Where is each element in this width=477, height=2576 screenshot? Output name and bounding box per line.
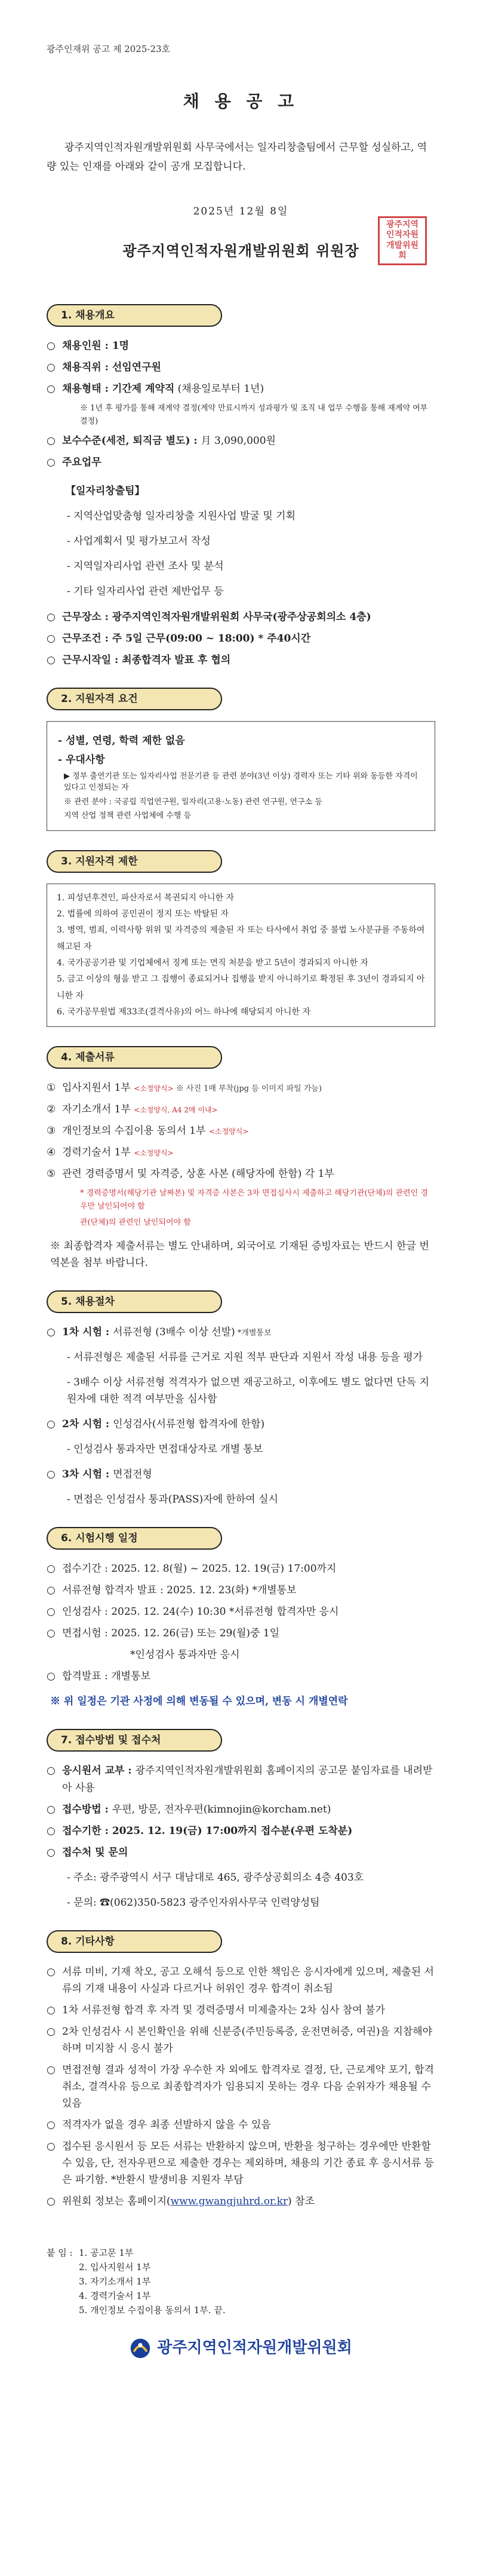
attachments bbox=[47, 2246, 435, 2317]
s1-item-type: ○ 채용형태 : 기간제 계약직 (채용일로부터 1년) bbox=[47, 381, 435, 397]
org-logo-icon bbox=[130, 2338, 151, 2359]
circle-bullet-icon: ○ bbox=[47, 1846, 56, 1859]
s1-item-duties: ○ 주요업무 bbox=[47, 454, 435, 471]
footer-org-name: 광주지역인적자원개발위원회 bbox=[157, 2339, 352, 2357]
attachment-item: 1. 공고문 1부 bbox=[79, 2247, 134, 2259]
s8-note-item: ○ 2차 인성검사 시 본인확인을 위해 신분증(주민등록증, 운전면허증, 여권)을 지참해야 하며 미지참 시 응시 불가 bbox=[47, 2023, 435, 2057]
s1-item-pay: ○ 보수수준(세전, 퇴직금 별도) : 月 3,090,000원 bbox=[47, 433, 435, 449]
s8-note-item: ○ 서류 미비, 기재 착오, 공고 오해석 등으로 인한 책임은 응시자에게 있으며, 제출된 서류의 기재 내용이 사실과 다르거나 허위인 경우 합격이 취소됨 bbox=[47, 1964, 435, 1997]
circle-bullet-icon: ○ bbox=[47, 361, 56, 374]
intro-paragraph: 광주지역인적자원개발위원회 사무국에서는 일자리창출팀에서 근무할 성실하고, 역량 있는 인재를 아래와 같이 공개 모집합니다. bbox=[47, 141, 427, 173]
circle-bullet-icon: ○ bbox=[47, 2025, 56, 2038]
circle-bullet-icon: ○ bbox=[47, 2119, 56, 2132]
circle-bullet-icon: ○ bbox=[47, 2140, 56, 2153]
circle-bullet-icon: ○ bbox=[47, 1584, 56, 1597]
circle-bullet-icon: ○ bbox=[47, 2195, 56, 2208]
s1-item-hours: ○ 근무조건 : 주 5일 근무(09:00 ~ 18:00) * 주40시간 bbox=[47, 630, 435, 647]
attachment-item: 4. 경력기술서 1부 bbox=[79, 2290, 151, 2302]
circle-bullet-icon: ○ bbox=[47, 340, 56, 352]
official-seal-stamp: 광주지역 인적자원 개발위원회 bbox=[378, 216, 427, 265]
circle-bullet-icon: ○ bbox=[47, 1326, 56, 1338]
circle-bullet-icon: ○ bbox=[47, 2004, 56, 2016]
circle-bullet-icon: ○ bbox=[47, 383, 56, 395]
s1-duty-line: - 지역산업맞춤형 일자리창출 지원사업 발굴 및 기획 bbox=[67, 510, 296, 523]
document-number: 광주인재위 공고 제 2025-23호 bbox=[47, 44, 171, 54]
s1-duty-team: 【일자리창출팀】 bbox=[66, 485, 145, 498]
s4-red-note-2: 관(단체)의 관련인 날인되어야 함 bbox=[80, 1218, 191, 1228]
s5-step-3: ○ 3차 시험 : 면접전형 bbox=[47, 1466, 435, 1483]
attachments-label: 붙 임 : bbox=[47, 2247, 73, 2259]
list-item: 6. 국가공무원법 제33조(결격사유)의 어느 하나에 해당되지 아니한 자 bbox=[57, 1007, 310, 1017]
s1-item-position: ○ 채용직위 : 선임연구원 bbox=[47, 359, 435, 376]
s1-duty-line: - 사업계획서 및 평가보고서 작성 bbox=[67, 535, 211, 548]
s1-type-note: ※ 1년 후 평가를 통해 재계약 결정(계약 만료시까지 성과평가 및 조직 내 업무 수행을 통해 재계약 여부 결정) bbox=[80, 404, 428, 426]
s2-qualification-box: - 성별, 연령, 학력 제한 없음 - 우대사항 ▶ 정부 출연기관 또는 일자리사업 전문기관 등 관련 분야(3년 이상) 경력자 또는 기타 위와 동등한 자격이 있다고 인정되는 자 ※ 관련 분야 : 국공립 직업연구원, 일자리(고용·노동) 관련 연구원, 연구소 등 지역 산업 정책 관련 사업체에 수행 등 bbox=[47, 721, 435, 831]
s6-interview-sub: *인성검사 통과자만 응시 bbox=[130, 1649, 240, 1661]
list-item: 2. 법률에 의하여 공민권이 정지 또는 박탈된 자 bbox=[57, 909, 229, 919]
circle-bullet-icon: ○ bbox=[47, 1606, 56, 1618]
section-5-header: 5. 채용절차 bbox=[47, 1290, 222, 1313]
section-1-header: 1. 채용개요 bbox=[47, 304, 222, 327]
s7-form: ○ 응시원서 교부 : 광주지역인적자원개발위원회 홈페이지의 공고문 붙임자료를 내려받아 사용 bbox=[47, 1762, 435, 1796]
s5-step-1-line: - 서류전형은 제출된 서류를 근거로 지원 적부 판단과 지원서 작성 내용 등을 평가 bbox=[67, 1351, 423, 1363]
section-2-header: 2. 지원자격 요건 bbox=[47, 688, 222, 710]
s1-item-headcount: ○ 채용인원 : 1명 bbox=[47, 338, 435, 354]
section-8-header: 8. 기타사항 bbox=[47, 1930, 222, 1953]
footer-logo bbox=[47, 2335, 435, 2361]
s8-note-item: ○ 적격자가 없을 경우 최종 선발하지 않을 수 있음 bbox=[47, 2117, 435, 2133]
section-7-header: 7. 접수방법 및 접수처 bbox=[47, 1729, 222, 1752]
circle-bullet-icon: ○ bbox=[47, 456, 56, 469]
list-item: 1. 피성년후견인, 파산자로서 복권되지 아니한 자 bbox=[57, 893, 235, 903]
s3-disqualification-box bbox=[47, 884, 435, 1027]
circle-bullet-icon: ○ bbox=[47, 1824, 56, 1837]
s7-method: ○ 접수방법 : 우편, 방문, 전자우편(kimnojin@korcham.net) bbox=[47, 1801, 435, 1818]
list-item: 3. 병역, 범죄, 이력사항 위위 및 자격증의 제출된 자 또는 타사에서 취업 중 불법 노사분규를 주동하여 해고된 자 bbox=[57, 925, 425, 952]
s7-deadline: ○ 접수기한 : 2025. 12. 19(금) 17:00까지 접수분(우편 도착분) bbox=[47, 1823, 435, 1839]
s7-contact: ○ 접수처 및 문의 bbox=[47, 1844, 435, 1861]
s5-step-3-line: - 면접은 인성검사 통과(PASS)자에 한하여 실시 bbox=[67, 1494, 278, 1506]
circle-bullet-icon: ○ bbox=[47, 1765, 56, 1777]
circle-bullet-icon: ○ bbox=[47, 1468, 56, 1481]
s1-item-place: ○ 근무장소 : 광주지역인적자원개발위원회 사무국(광주상공회의소 4층) bbox=[47, 609, 435, 625]
s8-website-item: ○ 위원회 정보는 홈페이지(www.gwangjuhrd.or.kr) 참조 bbox=[47, 2193, 435, 2210]
s8-note-item: ○ 접수된 응시원서 등 모든 서류는 반환하지 않으며, 반환을 청구하는 경우에만 반환할 수 있음, 단, 전자우편으로 제출한 경우는 제외하며, 채용의 기간 종료 후 응시서류 등은 파기함. *반환시 발생비용 지원자 부담 bbox=[47, 2138, 435, 2188]
list-item: 5. 금고 이상의 형을 받고 그 집행이 종료되거나 집행을 받지 아니하기로 확정된 후 3년이 경과되지 아니한 자 bbox=[57, 974, 425, 1001]
s6-schedule-item: ○ 인성검사 : 2025. 12. 24(수) 10:30 *서류전형 합격자만 응시 bbox=[47, 1603, 435, 1620]
circle-bullet-icon: ○ bbox=[47, 632, 56, 645]
s8-note-item: ○ 1차 서류전형 합격 후 자격 및 경력증명서 미제출자는 2차 심사 참여 불가 bbox=[47, 2002, 435, 2019]
circle-bullet-icon: ○ bbox=[47, 1563, 56, 1575]
announcement-date: 2025년 12월 8일 bbox=[193, 205, 289, 217]
circle-bullet-icon: ○ bbox=[47, 1670, 56, 1683]
s4-doc-item: ⑤ 관련 경력증명서 및 자격증, 상훈 사본 (해당자에 한함) 각 1부 bbox=[47, 1168, 334, 1180]
s4-doc-item: ④ 경력기술서 1부 <소정양식> bbox=[47, 1146, 174, 1159]
s4-doc-item: ② 자기소개서 1부 <소정양식, A4 2매 이내> bbox=[47, 1103, 218, 1116]
s6-warning: ※ 위 일정은 기관 사정에 의해 변동될 수 있으며, 변동 시 개별연락 bbox=[50, 1695, 348, 1708]
s6-schedule-item: ○ 면접시험 : 2025. 12. 26(금) 또는 29(월)중 1일 bbox=[47, 1625, 435, 1642]
s4-doc-item: ① 입사지원서 1부 <소정양식> ※ 사진 1매 부착(jpg 등 이미지 파일 가능) bbox=[47, 1082, 322, 1094]
s6-schedule-item: ○ 접수기간 : 2025. 12. 8(월) ~ 2025. 12. 19(금) 17:00까지 bbox=[47, 1560, 435, 1577]
s4-red-note: * 경력증명서(해당기관 날짜본) 및 자격증 사본은 3차 면접심사시 제출하고 해당기관(단체)의 관련인 경우만 날인되어야 함 bbox=[80, 1189, 428, 1211]
s5-step-2-line: - 인성검사 통과자만 면접대상자로 개별 통보 bbox=[67, 1443, 263, 1455]
circle-bullet-icon: ○ bbox=[47, 654, 56, 666]
s1-duty-line: - 기타 일자리사업 관련 제반업무 등 bbox=[67, 585, 224, 598]
circle-bullet-icon: ○ bbox=[47, 435, 56, 447]
s6-schedule-item: ○ 서류전형 합격자 발표 : 2025. 12. 23(화) *개별통보 bbox=[47, 1582, 435, 1599]
section-3-header: 3. 지원자격 제한 bbox=[47, 850, 222, 873]
org-name: 광주지역인적자원개발위원회 위원장 bbox=[122, 241, 359, 259]
document-title: 채 용 공 고 bbox=[183, 91, 299, 111]
attachment-item: 2. 입사지원서 1부 bbox=[79, 2262, 151, 2273]
list-item: 4. 국가공공기관 및 기업체에서 징계 또는 면직 처분을 받고 5년이 경과되지 아니한 자 bbox=[57, 958, 368, 968]
s7-phone: - 문의: ☎(062)350-5823 광주인자위사무국 인력양성팀 bbox=[67, 1896, 320, 1909]
s4-doc-item: ③ 개인정보의 수집이용 동의서 1부 <소정양식> bbox=[47, 1125, 249, 1137]
attachment-item: 5. 개인정보 수집이용 동의서 1부. 끝. bbox=[79, 2305, 226, 2316]
website-link[interactable]: www.gwangjuhrd.or.kr bbox=[170, 2195, 288, 2208]
section-4-header: 4. 제출서류 bbox=[47, 1046, 222, 1069]
s5-step-1-line: - 3배수 이상 서류전형 적격자가 없으면 재공고하고, 이후에도 별도 없다면 단독 지원자에 대한 적격 여부만을 심사함 bbox=[67, 1376, 429, 1405]
circle-bullet-icon: ○ bbox=[47, 1627, 56, 1640]
s4-star-note: ※ 최종합격자 제출서류는 별도 안내하며, 외국어로 기재된 증빙자료는 반드시 한글 번역본을 첨부 바랍니다. bbox=[50, 1240, 429, 1269]
circle-bullet-icon: ○ bbox=[47, 1965, 56, 1978]
s5-step-1: ○ 1차 시험 : 서류전형 (3배수 이상 선발) *개별통보 bbox=[47, 1324, 435, 1341]
s1-item-start: ○ 근무시작일 : 최종합격자 발표 후 협의 bbox=[47, 652, 435, 668]
circle-bullet-icon: ○ bbox=[47, 1418, 56, 1430]
org-signature bbox=[47, 219, 435, 263]
s5-step-2: ○ 2차 시험 : 인성검사(서류전형 합격자에 한함) bbox=[47, 1416, 435, 1433]
circle-bullet-icon: ○ bbox=[47, 2064, 56, 2077]
s6-schedule-item: ○ 합격발표 : 개별통보 bbox=[47, 1668, 435, 1685]
circle-bullet-icon: ○ bbox=[47, 1803, 56, 1816]
attachment-item: 3. 자기소개서 1부 bbox=[79, 2276, 151, 2287]
s7-address: - 주소: 광주광역시 서구 대남대로 465, 광주상공회의소 4층 403호 bbox=[67, 1871, 364, 1884]
section-6-header: 6. 시험시행 일정 bbox=[47, 1527, 222, 1550]
circle-bullet-icon: ○ bbox=[47, 611, 56, 623]
s1-duty-line: - 지역일자리사업 관련 조사 및 분석 bbox=[67, 560, 224, 573]
s8-note-item: ○ 면접전형 결과 성적이 가장 우수한 자 외에도 합격자로 결정, 단, 근로계약 포기, 합격 취소, 결격사유 등으로 최종합격자가 임용되지 못하는 경우 다음 순위자가 채용될 수 있음 bbox=[47, 2062, 435, 2112]
